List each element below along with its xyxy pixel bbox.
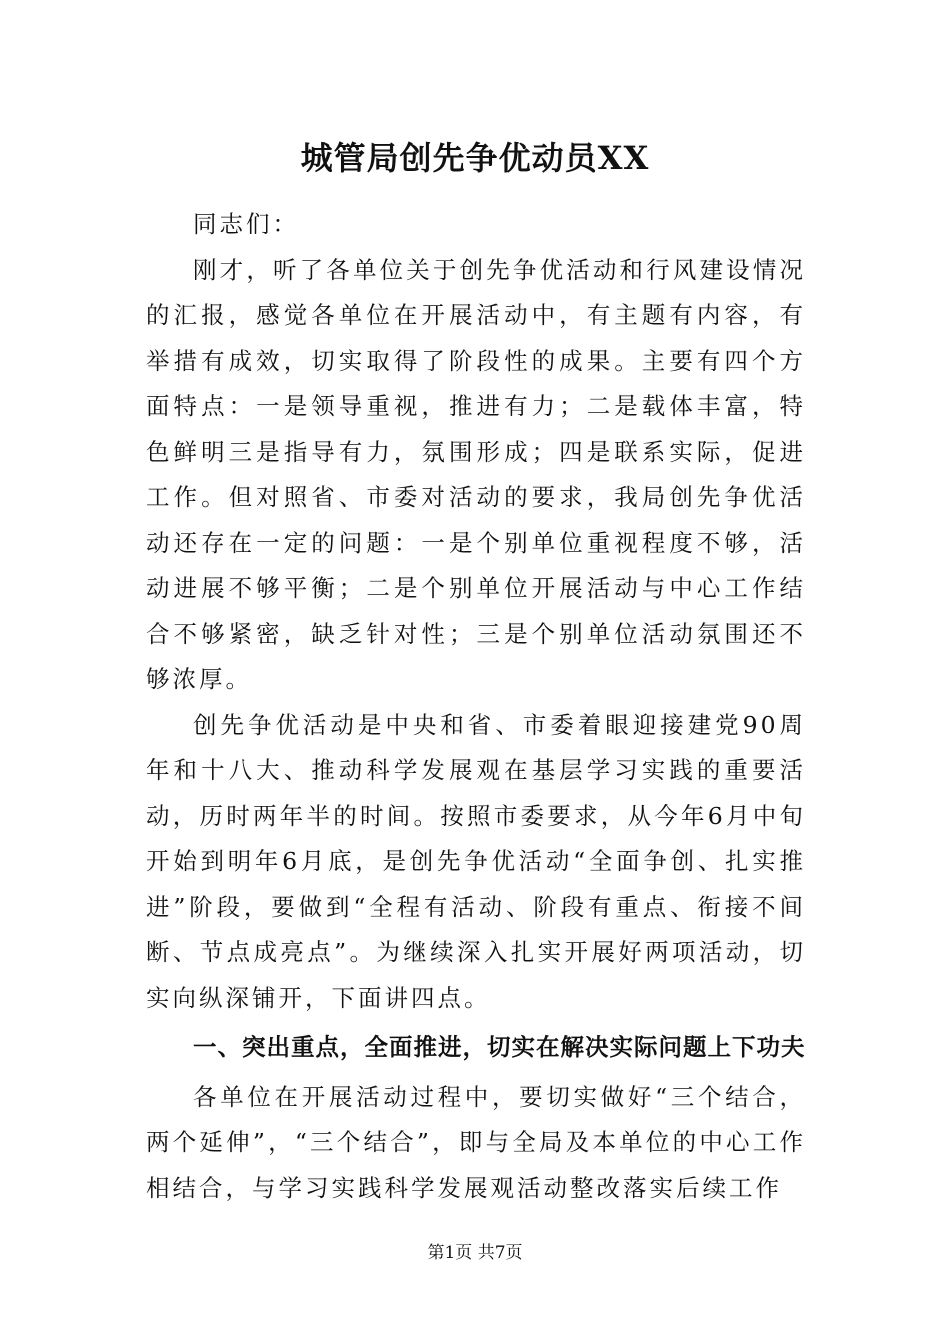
page-number-footer: 第1页 共7页 [427,1243,523,1263]
paragraph-1: 刚才，听了各单位关于创先争优活动和行风建设情况的汇报，感觉各单位在开展活动中，有主题有内容，有举措有成效，切实取得了阶段性的成果。主要有四个方面特点：一是领导重视，推进有力；二是载体丰富，特色鲜明三是指导有力，氛围形成；四是联系实际，促进工作。但对照省、市委对活动的要求，我局创先争优活动还存在一定的问题：一是个别单位重视程度不够，活动进展不够平衡；二是个别单位开展活动与中心工作结合不够紧密，缺乏针对性；三是个别单位活动氛围还不够浓厚。 [146,255,806,693]
section-heading-1: 一、突出重点，全面推进，切实在解决实际问题上下功夫 [193,1033,806,1061]
document-title: 城管局创先争优动员XX [300,139,650,177]
document-body [146,202,806,1211]
section-paragraph-1: 各单位在开展活动过程中，要切实做好“三个结合，两个延伸”，“三个结合”，即与全局及本单位的中心工作相结合，与学习实践科学发展观活动整改落实后续工作 [146,1082,806,1202]
salutation: 同志们： [193,210,299,238]
paragraph-2: 创先争优活动是中央和省、市委着眼迎接建党90周年和十八大、推动科学发展观在基层学习实践的重要活动，历时两年半的时间。按照市委要求，从今年6月中旬开始到明年6月底，是创先争优活动“全面争创、扎实推进”阶段，要做到“全程有活动、阶段有重点、衔接不间断、节点成亮点”。为继续深入扎实开展好两项活动，切实向纵深铺开，下面讲四点。 [146,710,806,1012]
